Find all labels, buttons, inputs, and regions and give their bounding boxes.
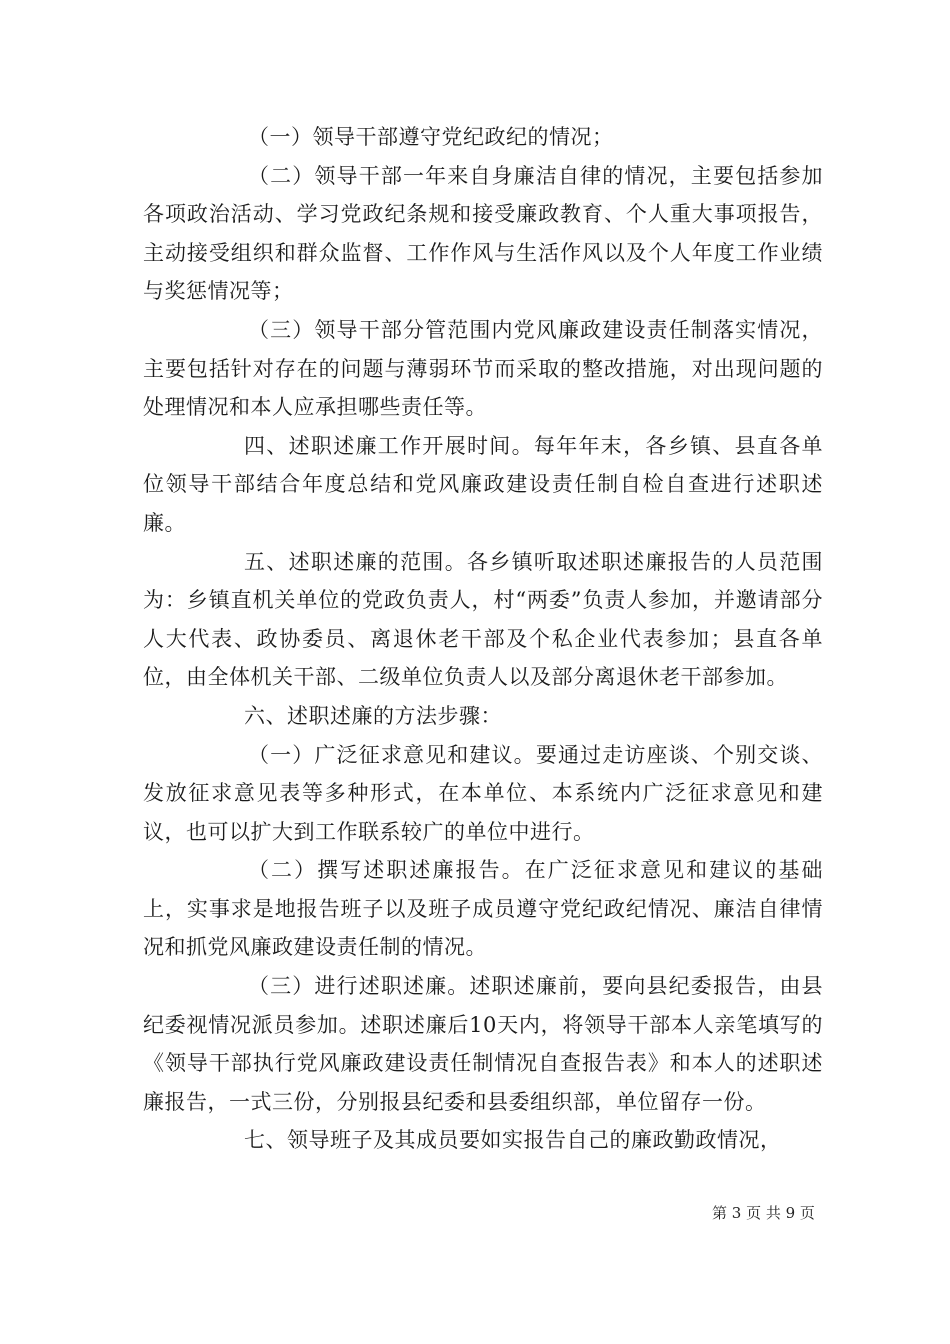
paragraph-section-5-scope: 五、述职述廉的范围。各乡镇听取述职述廉报告的人员范围为：乡镇直机关单位的党政负责人，村“两委”负责人参加，并邀请部分人大代表、政协委员、离退休老干部及个私企业代表参加；县直各单位，由全体机关干部、二级单位负责人以及部分离退休老干部参加。 bbox=[143, 549, 823, 690]
document-body bbox=[143, 118, 823, 1160]
paragraph-section-6-steps: 六、述职述廉的方法步骤： bbox=[244, 703, 502, 728]
paragraph-step-3-present-report: （三）进行述职述廉。述职述廉前，要向县纪委报告，由县纪委视情况派员参加。述职述廉后10天内，将领导干部本人亲笔填写的《领导干部执行党风廉政建设责任制情况自查报告表》和本人的述职述廉报告，一式三份，分别报县纪委和县委组织部，单位留存一份。 bbox=[143, 974, 823, 1114]
paragraph-step-2-write-report: （二）撰写述职述廉报告。在广泛征求意见和建议的基础上，实事求是地报告班子以及班子成员遵守党纪政纪情况、廉洁自律情况和抓党风廉政建设责任制的情况。 bbox=[143, 858, 823, 960]
paragraph-section-7-honest-report: 七、领导班子及其成员要如实报告自己的廉政勤政情况， bbox=[244, 1128, 782, 1153]
paragraph-item-3-responsibility: （三）领导干部分管范围内党风廉政建设责任制落实情况，主要包括针对存在的问题与薄弱环节而采取的整改措施，对出现问题的处理情况和本人应承担哪些责任等。 bbox=[143, 317, 823, 420]
paragraph-section-4-timing: 四、述职述廉工作开展时间。每年年末，各乡镇、县直各单位领导干部结合年度总结和党风廉政建设责任制自检自查进行述职述廉。 bbox=[143, 433, 823, 535]
paragraph-item-1-discipline: （一）领导干部遵守党纪政纪的情况； bbox=[248, 125, 614, 149]
paragraph-item-2-self-discipline: （二）领导干部一年来自身廉洁自律的情况，主要包括参加各项政治活动、学习党政纪条规和接受廉政教育、个人重大事项报告，主动接受组织和群众监督、工作作风与生活作风以及个人年度工作业绩与奖惩情况等； bbox=[143, 163, 823, 304]
page-number-footer: 第 3 页 共 9 页 bbox=[712, 1204, 815, 1222]
paragraph-step-1-collect-opinions: （一）广泛征求意见和建议。要通过走访座谈、个别交谈、发放征求意见表等多种形式，在本单位、本系统内广泛征求意见和建议，也可以扩大到工作联系较广的单位中进行。 bbox=[143, 742, 823, 844]
